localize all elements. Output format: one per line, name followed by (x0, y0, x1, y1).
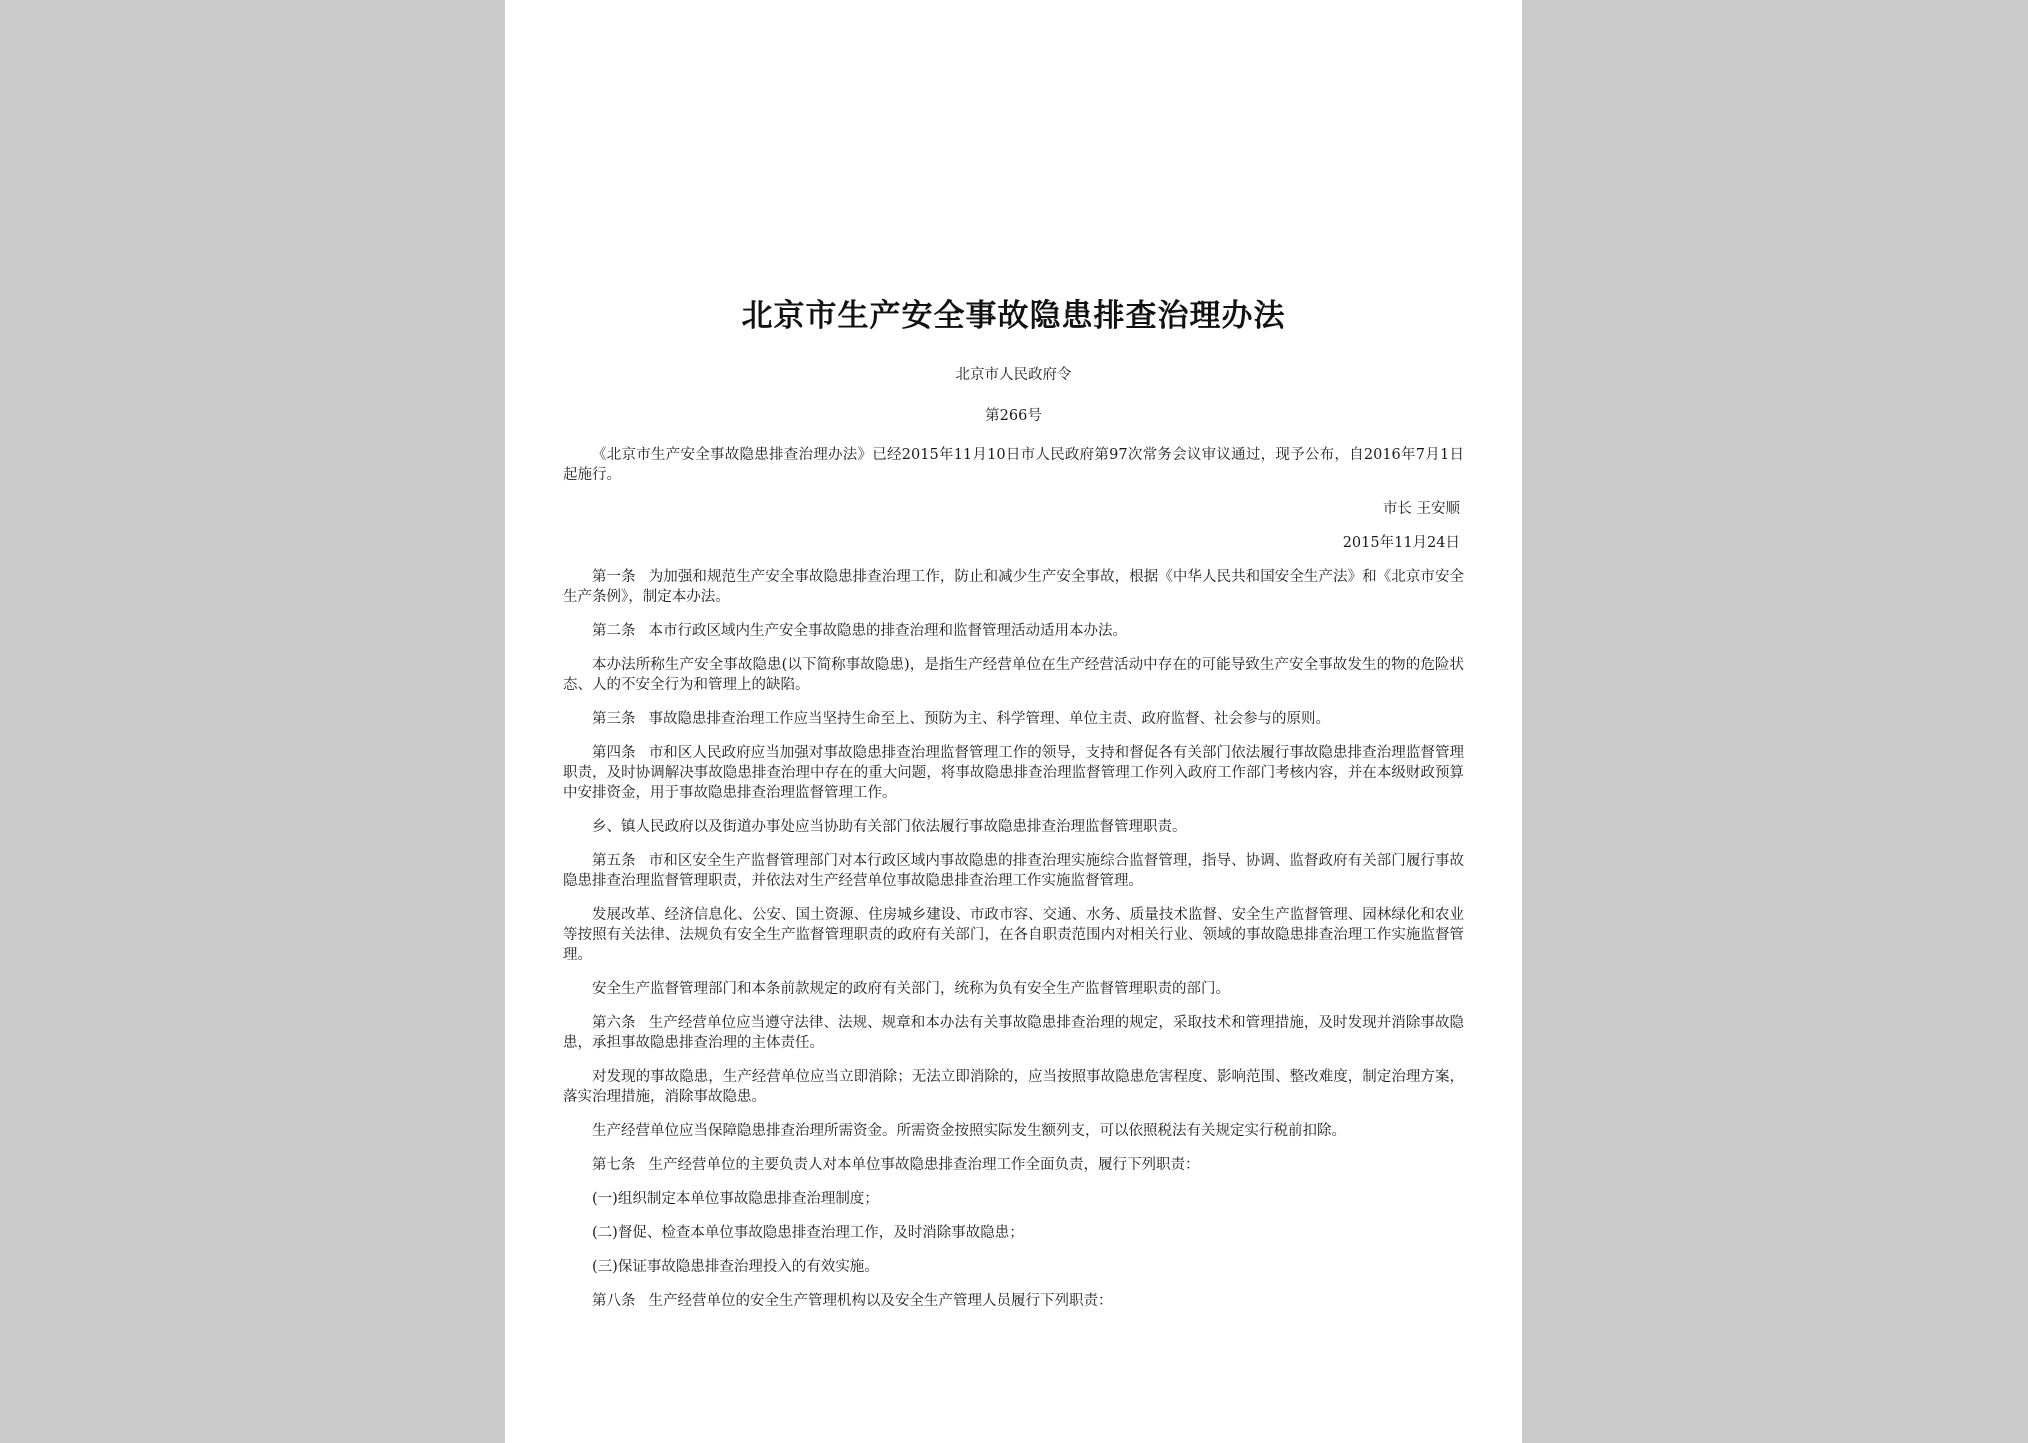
paragraph-text: 发展改革、经济信息化、公安、国土资源、住房城乡建设、市政市容、交通、水务、质量技术监督、安全生产监督管理、园林绿化和农业等按照有关法律、法规负有安全生产监督管理职责的政府有关部门，在各自职责范围内对相关行业、领域的事故隐患排查治理工作实施监督管理。 (563, 907, 1464, 963)
paragraph-text: 本市行政区域内生产安全事故隐患的排查治理和监督管理活动适用本办法。 (648, 623, 1128, 639)
paragraph-text: 生产经营单位的主要负责人对本单位事故隐患排查治理工作全面负责，履行下列职责： (648, 1157, 1200, 1173)
paragraph-text: 生产经营单位的安全生产管理机构以及安全生产管理人员履行下列职责： (648, 1293, 1113, 1309)
order-number: 第266号 (985, 408, 1042, 424)
paragraph (563, 743, 1464, 803)
paragraph-text: 本办法所称生产安全事故隐患(以下简称事故隐患)，是指生产经营单位在生产经营活动中存在的可能导致生产安全事故发生的物的危险状态、人的不安全行为和管理上的缺陷。 (563, 657, 1464, 693)
article-number: 第五条 (592, 853, 636, 869)
paragraph (563, 655, 1464, 695)
paragraph (563, 1155, 1464, 1175)
paragraph-text: 为加强和规范生产安全事故隐患排查治理工作，防止和减少生产安全事故，根据《中华人民共和国安全生产法》和《北京市安全生产条例》，制定本办法。 (563, 569, 1465, 605)
paragraph-text: (二)督促、检查本单位事故隐患排查治理工作，及时消除事故隐患； (592, 1225, 1024, 1241)
paragraph-text: 对发现的事故隐患，生产经营单位应当立即消除；无法立即消除的，应当按照事故隐患危害程度、影响范围、整改难度，制定治理方案，落实治理措施，消除事故隐患。 (563, 1069, 1464, 1105)
paragraph (563, 621, 1464, 641)
issuer-line: 北京市人民政府令 (955, 367, 1072, 383)
paragraph-text: 乡、镇人民政府以及街道办事处应当协助有关部门依法履行事故隐患排查治理监督管理职责。 (592, 819, 1187, 835)
paragraph-text: 市和区人民政府应当加强对事故隐患排查治理监督管理工作的领导，支持和督促各有关部门依法履行事故隐患排查治理监督管理职责，及时协调解决事故隐患排查治理中存在的重大问题，将事故隐患排查治理监督管理工作列入政府工作部门考核内容，并在本级财政预算中安排资金，用于事故隐患排查治理监督管理工作。 (563, 745, 1465, 801)
paragraph (563, 979, 1464, 999)
article-number: 第八条 (592, 1293, 636, 1309)
document-body (563, 445, 1464, 1311)
paragraph-text: (三)保证事故隐患排查治理投入的有效实施。 (592, 1259, 879, 1275)
issue-date: 2015年11月24日 (1342, 535, 1460, 551)
paragraph (563, 567, 1464, 607)
paragraph (563, 905, 1464, 965)
signer: 市长 王安顺 (1382, 501, 1460, 517)
intro-paragraph: 《北京市生产安全事故隐患排查治理办法》已经2015年11月10日市人民政府第97次常务会议审议通过，现予公布，自2016年7月1日起施行。 (563, 447, 1464, 483)
article-number: 第七条 (592, 1157, 636, 1173)
document-title: 北京市生产安全事故隐患排查治理办法 (741, 298, 1286, 334)
paragraph (563, 1121, 1464, 1141)
article-number: 第三条 (592, 711, 636, 727)
paragraph (563, 817, 1464, 837)
article-number: 第六条 (592, 1015, 636, 1031)
list-item (563, 1257, 1464, 1277)
paragraph-text: (一)组织制定本单位事故隐患排查治理制度； (592, 1191, 879, 1207)
list-item (563, 1223, 1464, 1243)
article-number: 第四条 (592, 745, 636, 761)
article-number: 第二条 (592, 623, 636, 639)
document-page (505, 0, 1522, 1443)
paragraph-text: 市和区安全生产监督管理部门对本行政区域内事故隐患的排查治理实施综合监督管理，指导、协调、监督政府有关部门履行事故隐患排查治理监督管理职责，并依法对生产经营单位事故隐患排查治理工作实施监督管理。 (563, 853, 1465, 889)
paragraph-text: 生产经营单位应当遵守法律、法规、规章和本办法有关事故隐患排查治理的规定，采取技术和管理措施，及时发现并消除事故隐患，承担事故隐患排查治理的主体责任。 (563, 1015, 1465, 1051)
paragraph (563, 709, 1464, 729)
paragraph-text: 安全生产监督管理部门和本条前款规定的政府有关部门，统称为负有安全生产监督管理职责的部门。 (592, 981, 1230, 997)
paragraph (563, 1067, 1464, 1107)
list-item (563, 1189, 1464, 1209)
paragraph-text: 事故隐患排查治理工作应当坚持生命至上、预防为主、科学管理、单位主责、政府监督、社会参与的原则。 (648, 711, 1331, 727)
paragraph (563, 1013, 1464, 1053)
paragraph-text: 生产经营单位应当保障隐患排查治理所需资金。所需资金按照实际发生额列支，可以依照税法有关规定实行税前扣除。 (592, 1123, 1346, 1139)
article-number: 第一条 (592, 569, 636, 585)
paragraph (563, 851, 1464, 891)
paragraph (563, 1291, 1464, 1311)
